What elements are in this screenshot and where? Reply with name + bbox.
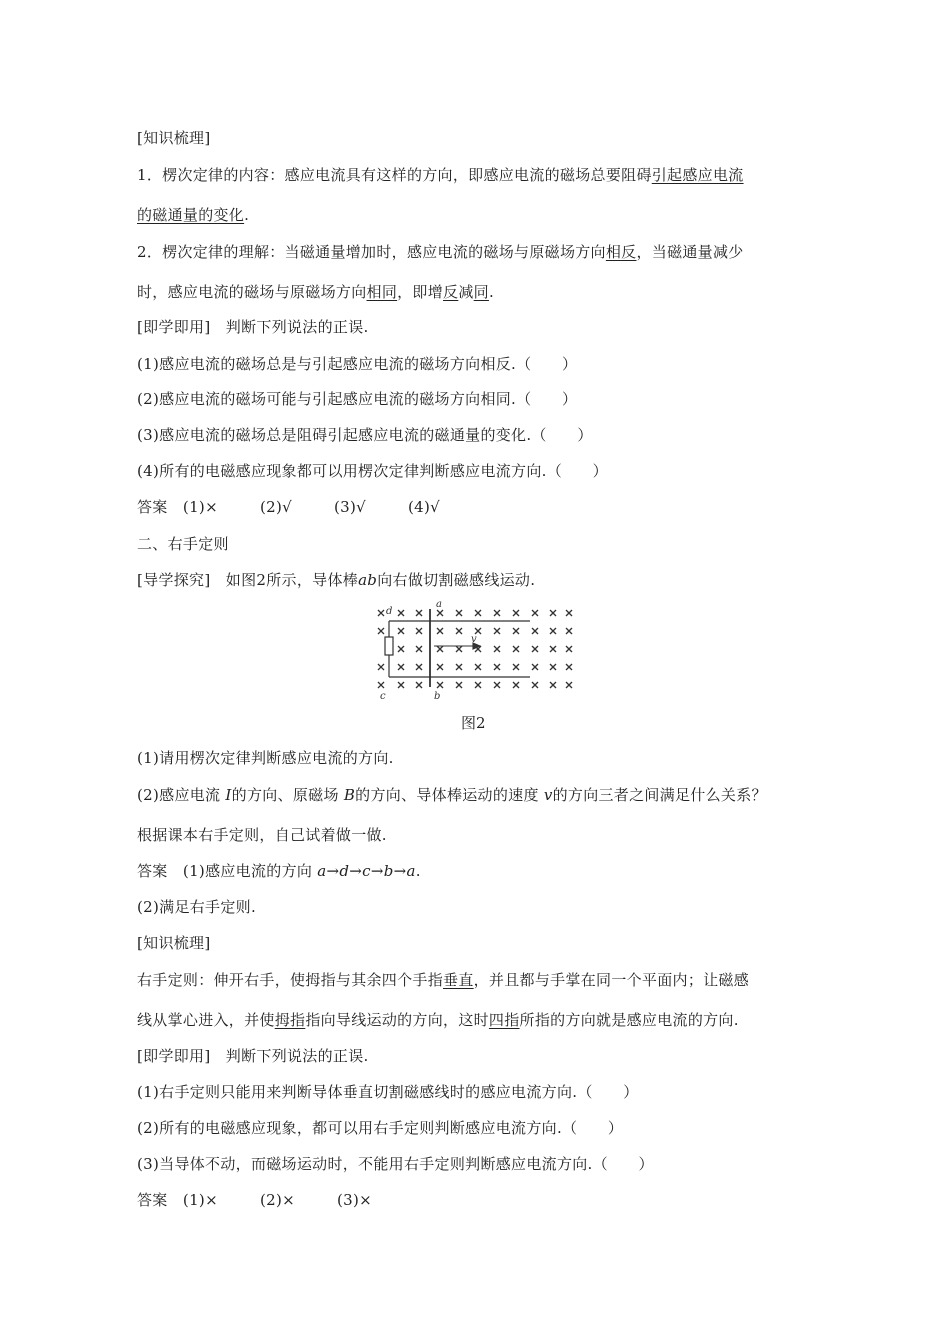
text: 向右做切割磁感线运动. bbox=[377, 571, 536, 589]
text: 2．楞次定律的理解：当磁通量增加时，感应电流的磁场与原磁场方向 bbox=[137, 243, 606, 261]
point-label: d bbox=[339, 862, 350, 880]
variable: ab bbox=[358, 571, 378, 589]
lenz-law-content bbox=[137, 165, 744, 185]
true-false-item-4: (4)所有的电磁感应现象都可以用楞次定律判断感应电流方向.（ ） bbox=[137, 462, 608, 480]
text: 的方向、导体棒运动的速度 bbox=[355, 786, 544, 804]
text: 的方向三者之间满足什么关系？ bbox=[552, 786, 767, 804]
text: 指向导线运动的方向，这时 bbox=[305, 1011, 489, 1029]
inquiry-question-2 bbox=[137, 785, 767, 805]
answer-value: (2)√ bbox=[259, 498, 292, 516]
text: 时，感应电流的磁场与原磁场方向 bbox=[137, 283, 367, 301]
lenz-law-understanding-cont bbox=[137, 282, 494, 302]
true-false-item-7: (3)当导体不动，而磁场运动时，不能用右手定则判断感应电流方向.（ ） bbox=[137, 1155, 654, 1173]
underlined-answer: 相反 bbox=[605, 243, 637, 261]
underlined-answer: 反 bbox=[443, 283, 459, 301]
answer-line-1 bbox=[137, 497, 440, 517]
section-heading-knowledge-2: [知识梳理] bbox=[137, 934, 211, 952]
answer-line-2 bbox=[137, 1190, 372, 1210]
text: 减 bbox=[458, 283, 474, 301]
arrow: → bbox=[393, 862, 407, 880]
arrow: → bbox=[326, 862, 340, 880]
label-b: b bbox=[434, 691, 441, 702]
true-false-item-3: (3)感应电流的磁场总是阻碍引起感应电流的磁通量的变化.（ ） bbox=[137, 426, 593, 444]
answer-label: 答案 bbox=[137, 1191, 168, 1209]
text: 右手定则：伸开右手，使拇指与其余四个手指 bbox=[137, 971, 444, 989]
true-false-item-2: (2)感应电流的磁场可能与引起感应电流的磁场方向相同.（ ） bbox=[137, 390, 578, 408]
text: . bbox=[244, 206, 250, 224]
arrow: → bbox=[349, 862, 363, 880]
underlined-answer: 的磁通量的变化 bbox=[137, 206, 245, 224]
arrow: → bbox=[370, 862, 384, 880]
answer-value: (3)× bbox=[336, 1191, 373, 1209]
text: (1)感应电流的方向 bbox=[182, 862, 318, 880]
text: (2)感应电流 bbox=[137, 786, 226, 804]
practice-heading-1: [即学即用] 判断下列说法的正误. bbox=[137, 318, 369, 336]
variable: I bbox=[225, 786, 232, 804]
underlined-answer: 四指 bbox=[488, 1011, 520, 1029]
answer-label: 答案 bbox=[137, 498, 168, 516]
text: 线从掌心进入，并使 bbox=[137, 1011, 275, 1029]
true-false-item-1: (1)感应电流的磁场总是与引起感应电流的磁场方向相反.（ ） bbox=[137, 355, 578, 373]
text: ，并且都与手掌在同一个平面内；让磁感 bbox=[473, 971, 750, 989]
underlined-answer: 相同 bbox=[366, 283, 398, 301]
point-label: a bbox=[406, 862, 416, 880]
practice-heading-2: [即学即用] 判断下列说法的正误. bbox=[137, 1047, 369, 1065]
answer-value: (1)× bbox=[182, 1191, 218, 1209]
underlined-answer: 垂直 bbox=[443, 971, 474, 989]
figure-caption: 图2 bbox=[461, 714, 486, 732]
text: . bbox=[415, 862, 421, 880]
section-heading-knowledge: [知识梳理] bbox=[137, 129, 211, 147]
label-d: d bbox=[386, 606, 393, 617]
inquiry-question-2-cont: 根据课本右手定则，自己试着做一做. bbox=[137, 826, 387, 844]
point-label: c bbox=[362, 862, 371, 880]
inquiry-answer-1 bbox=[137, 861, 421, 881]
figure-conductor-in-field bbox=[372, 597, 578, 703]
underlined-answer: 同 bbox=[473, 283, 489, 301]
answer-label: 答案 bbox=[137, 862, 168, 880]
inquiry-answer-2: (2)满足右手定则. bbox=[137, 898, 257, 916]
point-label: a bbox=[317, 862, 327, 880]
answer-value: (3)√ bbox=[333, 498, 366, 516]
variable: B bbox=[343, 786, 356, 804]
lenz-law-understanding bbox=[137, 242, 744, 262]
text: [导学探究] 如图2所示，导体棒 bbox=[137, 571, 359, 589]
answer-value: (1)× bbox=[182, 498, 218, 516]
text: ，当磁通量减少 bbox=[636, 243, 744, 261]
inquiry-question-1: (1)请用楞次定律判断感应电流的方向. bbox=[137, 749, 394, 767]
section-title-right-hand-rule: 二、右手定则 bbox=[137, 535, 229, 553]
label-a: a bbox=[436, 599, 442, 610]
text: 的方向、原磁场 bbox=[231, 786, 344, 804]
text: 所指的方向就是感应电流的方向. bbox=[519, 1011, 739, 1029]
answer-value: (2)× bbox=[259, 1191, 295, 1209]
answer-value: (4)√ bbox=[407, 498, 440, 516]
point-label: b bbox=[383, 862, 394, 880]
resistor bbox=[385, 637, 393, 655]
text: . bbox=[488, 283, 495, 301]
text: ，即增 bbox=[397, 283, 444, 301]
underlined-answer: 引起感应电流 bbox=[651, 166, 744, 184]
right-hand-rule-text-cont bbox=[137, 1010, 739, 1030]
text: 1．楞次定律的内容：感应电流具有这样的方向，即感应电流的磁场总要阻碍 bbox=[137, 166, 652, 184]
underlined-answer: 拇指 bbox=[274, 1011, 306, 1029]
true-false-item-5: (1)右手定则只能用来判断导体垂直切割磁感线时的感应电流方向.（ ） bbox=[137, 1083, 639, 1101]
right-hand-rule-text bbox=[137, 970, 749, 990]
lenz-law-content-cont bbox=[137, 205, 249, 225]
variable: v bbox=[543, 786, 553, 804]
guided-inquiry bbox=[137, 570, 535, 590]
label-v: v bbox=[471, 634, 477, 645]
magnetic-field-crosses bbox=[378, 610, 572, 688]
label-c: c bbox=[380, 691, 386, 702]
true-false-item-6: (2)所有的电磁感应现象，都可以用右手定则判断感应电流方向.（ ） bbox=[137, 1119, 624, 1137]
